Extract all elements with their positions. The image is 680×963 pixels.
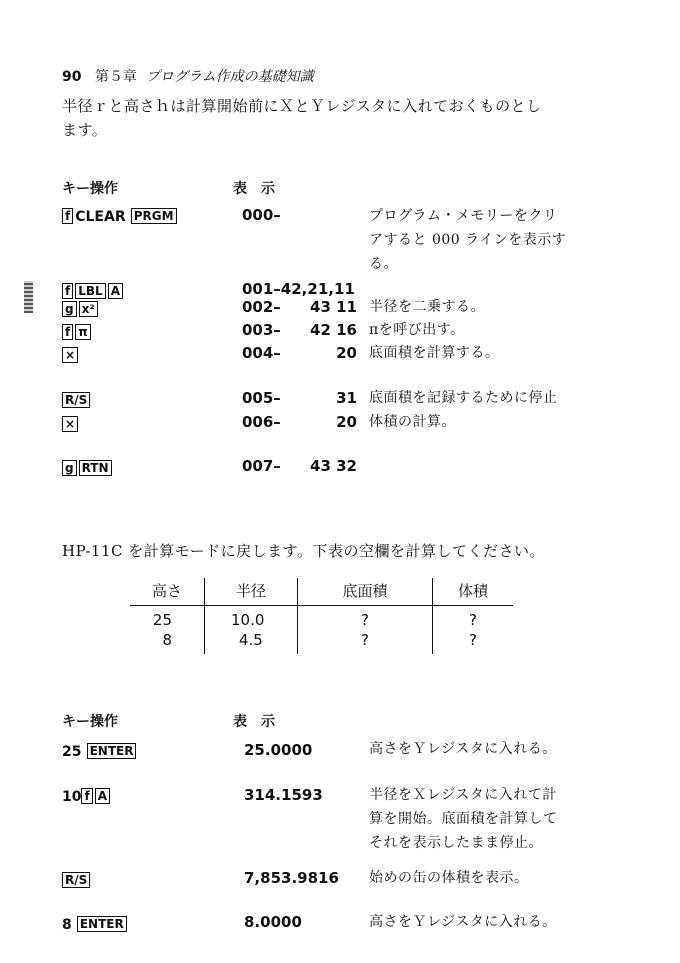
values-cell: ? xyxy=(298,606,433,631)
t2-row-keys xyxy=(62,786,112,805)
key-f: f xyxy=(62,208,73,224)
t1-row-desc: 半径を二乗する。 xyxy=(369,299,485,315)
t1-row-display: 004– xyxy=(242,344,281,362)
t2-row-desc: 高さをＹレジスタに入れる。 xyxy=(369,741,557,757)
t1-row-display: 006– xyxy=(242,413,281,431)
table-row xyxy=(130,630,513,654)
t1-row-keys xyxy=(62,414,80,433)
t2-row-display: 8.0000 xyxy=(244,913,302,931)
t1-row-desc: アすると 000 ラインを表示す xyxy=(369,232,567,248)
values-cell: ? xyxy=(433,630,514,654)
key-x-squared: x² xyxy=(79,301,98,317)
t1-row-code: 43 32 xyxy=(310,457,357,475)
values-header: 底面積 xyxy=(298,578,433,606)
chapter-title: プログラム作成の基礎知識 xyxy=(145,69,314,85)
key-prefix-number: 25 xyxy=(62,744,82,760)
t1-row-code: 43 11 xyxy=(310,298,357,316)
t2-row-display: 314.1593 xyxy=(244,786,323,804)
t1-row-display: 002– xyxy=(242,298,281,316)
t1-row-keys xyxy=(62,299,100,318)
t1-row-keys xyxy=(62,206,179,225)
table1-col-key: キー操作 xyxy=(62,181,118,197)
page-number: 90 xyxy=(62,69,82,85)
values-table xyxy=(130,578,513,654)
key-enter: ENTER xyxy=(77,916,127,932)
t1-row-display: 001–42,21,11 xyxy=(242,280,355,298)
margin-marker xyxy=(24,281,33,313)
chapter-label: 第５章 xyxy=(94,69,137,85)
key-prgm: PRGM xyxy=(131,208,177,224)
key-run-stop: R/S xyxy=(62,392,90,408)
t2-row-desc: それを表示したまま停止。 xyxy=(369,835,543,851)
t1-row-display: 005– xyxy=(242,389,281,407)
t2-row-keys xyxy=(62,914,129,933)
key-multiply: × xyxy=(62,416,78,432)
key-g: g xyxy=(62,301,77,317)
key-multiply: × xyxy=(62,347,78,363)
t1-row-display: 007– xyxy=(242,457,281,475)
key-rtn: RTN xyxy=(79,460,112,476)
t1-row-keys xyxy=(62,281,125,300)
table-row xyxy=(130,606,513,631)
intro-line-1: 半径ｒと高さｈは計算開始前にＸとＹレジスタに入れておくものとし xyxy=(62,97,542,115)
values-header-row xyxy=(130,578,513,606)
t1-row-code: 31 xyxy=(336,389,357,407)
t1-row-display: 000– xyxy=(242,206,281,224)
values-cell: 25 xyxy=(152,611,172,629)
t1-row-desc: る。 xyxy=(369,256,398,272)
key-g: g xyxy=(62,460,77,476)
key-prefix-number: 10 xyxy=(62,789,82,805)
key-f: f xyxy=(62,324,73,340)
t2-row-desc: 始めの缶の体積を表示。 xyxy=(369,870,529,886)
values-cell: 4.5 xyxy=(205,630,298,654)
key-a: A xyxy=(108,283,123,299)
key-f: f xyxy=(81,788,92,804)
key-prefix-number: 8 xyxy=(62,917,72,933)
values-cell: 8 xyxy=(162,631,172,649)
key-text-clear: CLEAR xyxy=(75,209,126,225)
key-enter: ENTER xyxy=(87,743,137,759)
t1-row-desc: πを呼び出す。 xyxy=(369,322,465,338)
table2-col-key: キー操作 xyxy=(62,714,118,730)
values-header: 体積 xyxy=(433,578,514,606)
t2-row-keys xyxy=(62,741,138,760)
t1-row-keys xyxy=(62,345,80,364)
t2-row-desc: 高さをＹレジスタに入れる。 xyxy=(369,914,557,930)
key-f: f xyxy=(62,283,73,299)
values-header: 半径 xyxy=(205,578,298,606)
key-a: A xyxy=(95,788,110,804)
t1-row-keys xyxy=(62,458,114,477)
t1-row-keys xyxy=(62,322,93,341)
t2-row-display: 7,853.9816 xyxy=(244,869,339,887)
t1-row-code: 42 16 xyxy=(310,321,357,339)
t1-row-display: 003– xyxy=(242,321,281,339)
t2-row-desc: 算を開始。底面積を計算して xyxy=(369,811,558,827)
key-pi: π xyxy=(75,324,91,340)
t1-row-desc: プログラム・メモリーをクリ xyxy=(369,208,558,224)
values-cell: ? xyxy=(298,630,433,654)
t2-row-display: 25.0000 xyxy=(244,741,313,759)
t1-row-desc: 底面積を計算する。 xyxy=(369,345,500,361)
t2-row-keys xyxy=(62,870,92,889)
values-cell: ? xyxy=(433,606,514,631)
t1-row-code: 20 xyxy=(336,344,357,362)
t2-row-desc: 半径をＸレジスタに入れて計 xyxy=(369,787,557,803)
page-header xyxy=(62,66,314,86)
key-lbl: LBL xyxy=(75,283,105,299)
t1-row-desc: 体積の計算。 xyxy=(369,414,456,430)
t1-row-keys xyxy=(62,390,92,409)
t1-row-desc: 底面積を記録するために停止 xyxy=(369,390,558,406)
table1-col-display: 表 示 xyxy=(233,181,275,197)
key-run-stop: R/S xyxy=(62,872,90,888)
mid-paragraph: HP-11C を計算モードに戻します。下表の空欄を計算してください。 xyxy=(62,542,545,560)
table2-col-display: 表 示 xyxy=(233,714,275,730)
values-header: 高さ xyxy=(130,578,205,606)
intro-line-2: ます。 xyxy=(62,121,108,139)
values-cell: 10.0 xyxy=(205,606,298,631)
t1-row-code: 20 xyxy=(336,413,357,431)
